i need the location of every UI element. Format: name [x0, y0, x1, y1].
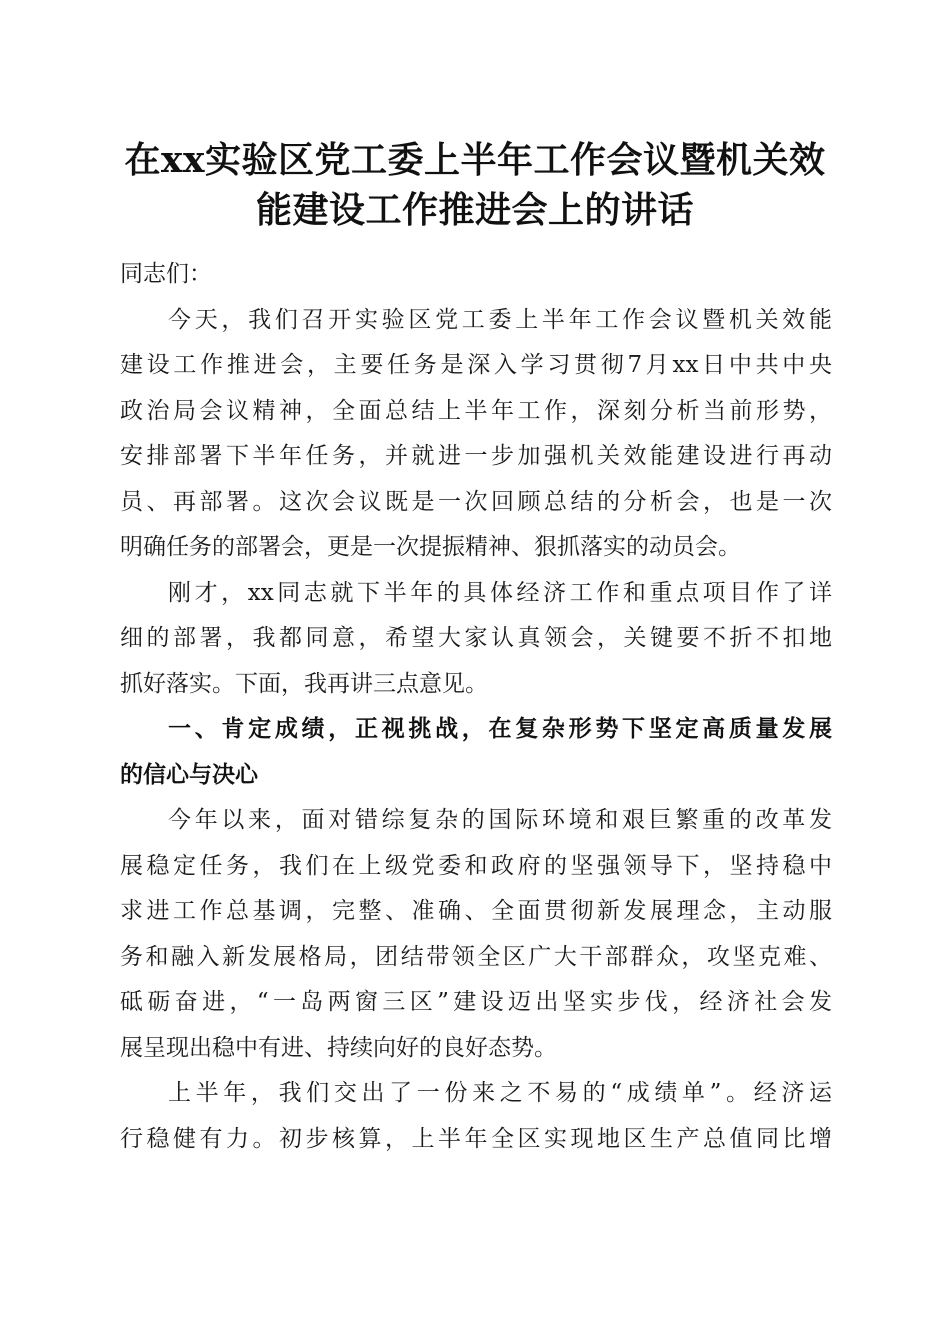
paragraph-line: 政治局会议精神，全面总结上半年工作，深刻分析当前形势， — [120, 397, 832, 424]
document-title — [100, 135, 850, 235]
title-line-2: 能建设工作推进会上的讲话 — [255, 189, 694, 231]
paragraph-line: 求进工作总基调，完整、准确、全面贯彻新发展理念，主动服 — [120, 898, 832, 924]
paragraph-line: 砥砺奋进，“一岛两窗三区”建设迈出坚实步伐，经济社会发 — [120, 989, 832, 1015]
paragraph-line: 抓好落实。下面，我再讲三点意见。 — [120, 670, 488, 697]
section-heading-1 — [120, 707, 832, 798]
paragraph-line: 建设工作推进会，主要任务是深入学习贯彻7月xx日中共中央 — [120, 352, 832, 378]
paragraph-line: 员、再部署。这次会议既是一次回顾总结的分析会，也是一次 — [120, 488, 832, 515]
paragraph-line: 刚才，xx同志就下半年的具体经济工作和重点项目作了详 — [168, 579, 832, 606]
paragraph-line: 今年以来，面对错综复杂的国际环境和艰巨繁重的改革发 — [168, 807, 832, 833]
paragraph-1 — [120, 298, 832, 571]
paragraph-2 — [120, 571, 832, 708]
paragraph-line: 上半年，我们交出了一份来之不易的“成绩单”。经济运 — [168, 1080, 832, 1106]
salutation: 同志们： — [120, 261, 212, 287]
title-line-1: 在xx实验区党工委上半年工作会议暨机关效 — [124, 139, 826, 181]
paragraph-line: 展稳定任务，我们在上级党委和政府的坚强领导下，坚持稳中 — [120, 852, 832, 879]
heading-line: 的信心与决心 — [120, 761, 258, 788]
paragraph-line: 安排部署下半年任务，并就进一步加强机关效能建设进行再动 — [120, 443, 832, 469]
paragraph-line: 今天，我们召开实验区党工委上半年工作会议暨机关效能 — [168, 306, 832, 333]
paragraph-line: 务和融入新发展格局，团结带领全区广大干部群众，攻坚克难、 — [120, 943, 832, 970]
paragraph-line: 行稳健有力。初步核算，上半年全区实现地区生产总值同比增 — [120, 1125, 832, 1152]
document-body — [120, 252, 832, 1162]
heading-line: 一、肯定成绩，正视挑战，在复杂形势下坚定高质量发展 — [168, 716, 832, 742]
paragraph-line: 细的部署，我都同意，希望大家认真领会，关键要不折不扣地 — [120, 625, 832, 651]
paragraph-4 — [120, 1071, 832, 1162]
paragraph-line: 明确任务的部署会，更是一次提振精神、狠抓落实的动员会。 — [120, 534, 741, 560]
paragraph-line: 展呈现出稳中有进、持续向好的良好态势。 — [120, 1034, 557, 1061]
paragraph-3 — [120, 798, 832, 1071]
